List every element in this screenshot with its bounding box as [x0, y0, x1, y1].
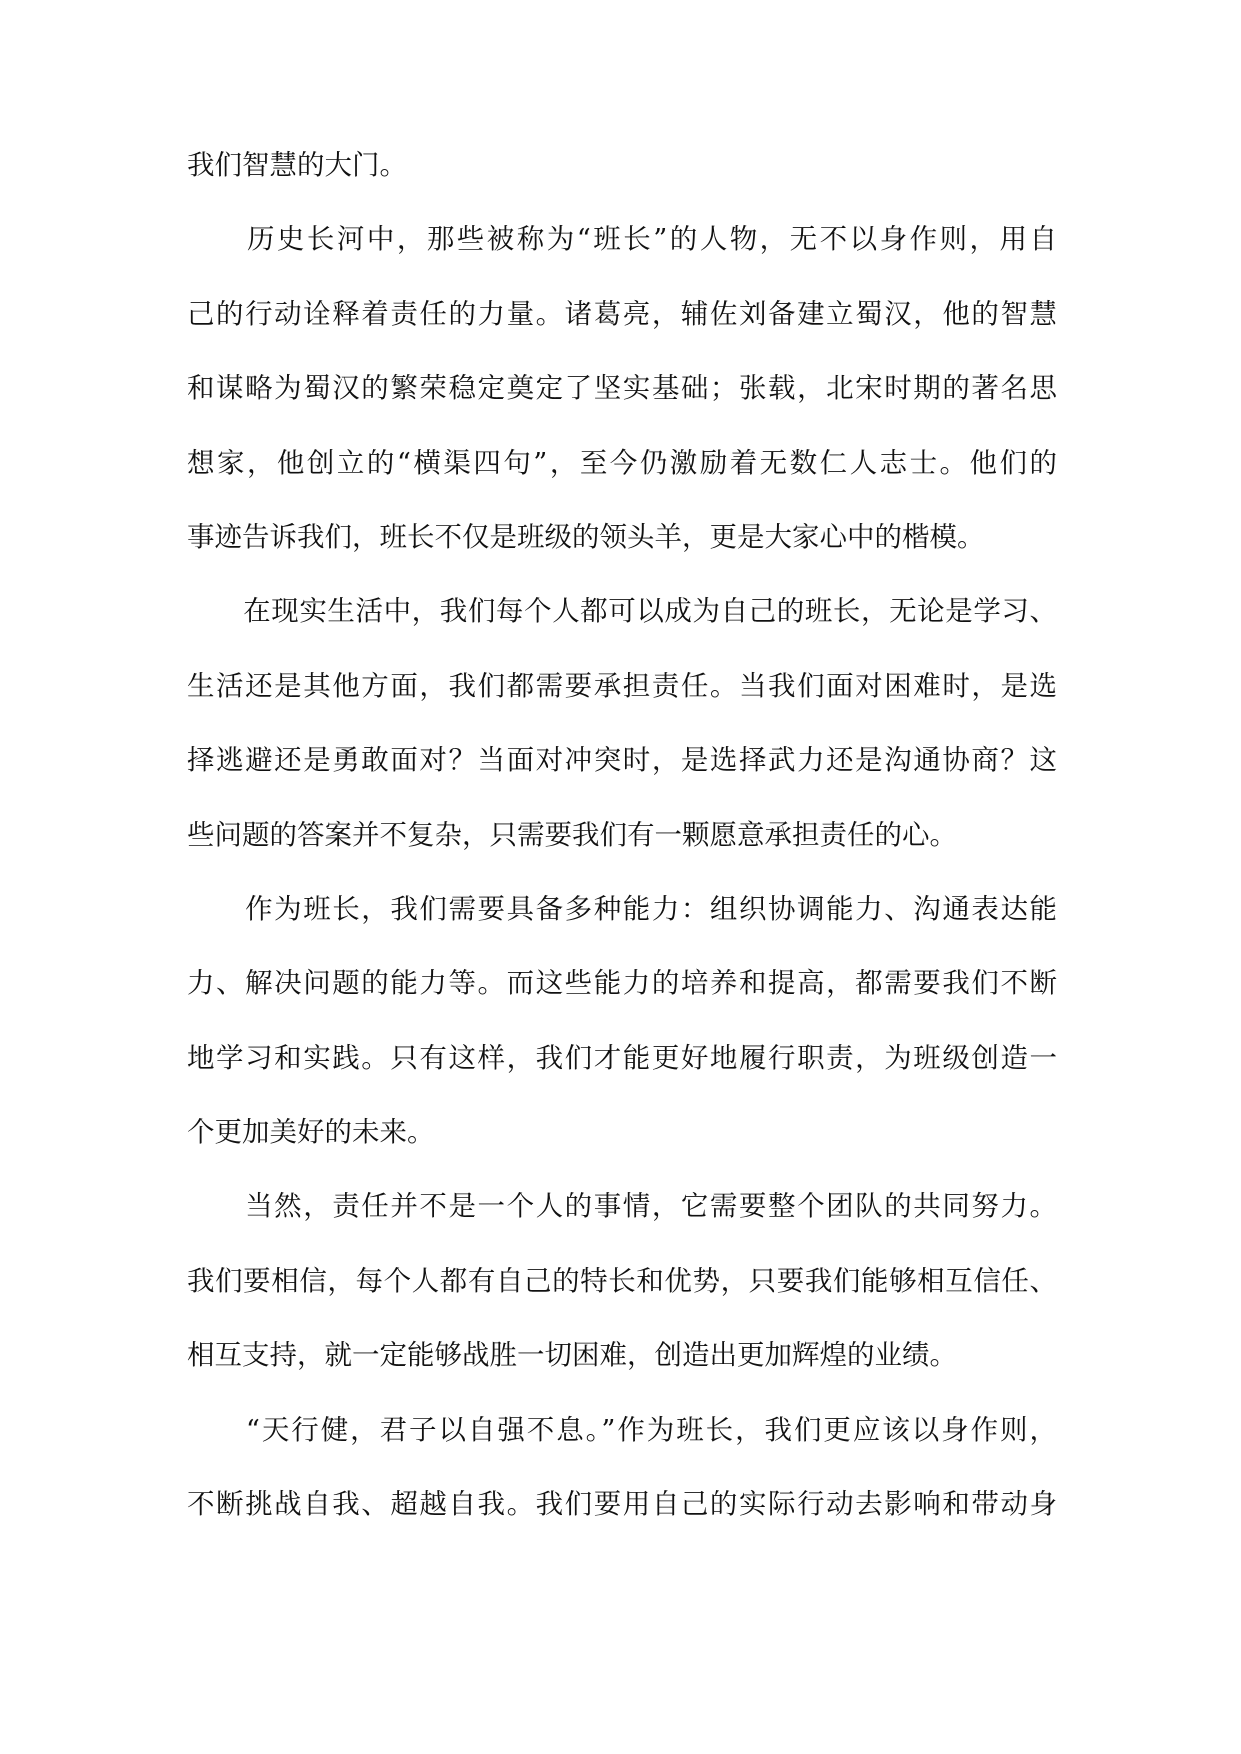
text-line: 当然，责任并不是一个人的事情，它需要整个团队的共同努力。 — [187, 1190, 1057, 1223]
text-line: 历史长河中，那些被称为“班长”的人物，无不以身作则，用自 — [187, 223, 1057, 256]
text-line: “天行健，君子以自强不息。”作为班长，我们更应该以身作则， — [187, 1413, 1057, 1446]
body-text — [187, 128, 1057, 1541]
text-line: 生活还是其他方面，我们都需要承担责任。当我们面对困难时，是选 — [187, 669, 1057, 702]
text-line: 事迹告诉我们，班长不仅是班级的领头羊，更是大家心中的楷模。 — [187, 520, 985, 553]
text-line: 在现实生活中，我们每个人都可以成为自己的班长，无论是学习、 — [187, 595, 1057, 628]
text-line: 个更加美好的未来。 — [187, 1116, 435, 1149]
text-line: 想家，他创立的“横渠四句”，至今仍激励着无数仁人志士。他们的 — [187, 446, 1057, 479]
text-line: 地学习和实践。只有这样，我们才能更好地履行职责，为班级创造一 — [187, 1041, 1057, 1074]
text-line: 我们要相信，每个人都有自己的特长和优势，只要我们能够相互信任、 — [187, 1264, 1057, 1297]
text-line: 不断挑战自我、超越自我。我们要用自己的实际行动去影响和带动身 — [187, 1488, 1057, 1521]
text-line: 己的行动诠释着责任的力量。诸葛亮，辅佐刘备建立蜀汉，他的智慧 — [187, 297, 1057, 330]
text-line: 相互支持，就一定能够战胜一切困难，创造出更加辉煌的业绩。 — [187, 1339, 957, 1372]
text-line: 些问题的答案并不复杂，只需要我们有一颗愿意承担责任的心。 — [187, 818, 957, 851]
text-line: 择逃避还是勇敢面对？当面对冲突时，是选择武力还是沟通协商？这 — [187, 744, 1057, 777]
text-line: 作为班长，我们需要具备多种能力：组织协调能力、沟通表达能 — [187, 892, 1057, 925]
text-line: 我们智慧的大门。 — [187, 149, 407, 181]
text-line: 和谋略为蜀汉的繁荣稳定奠定了坚实基础；张载，北宋时期的著名思 — [187, 372, 1057, 405]
text-line: 力、解决问题的能力等。而这些能力的培养和提高，都需要我们不断 — [187, 967, 1057, 1000]
